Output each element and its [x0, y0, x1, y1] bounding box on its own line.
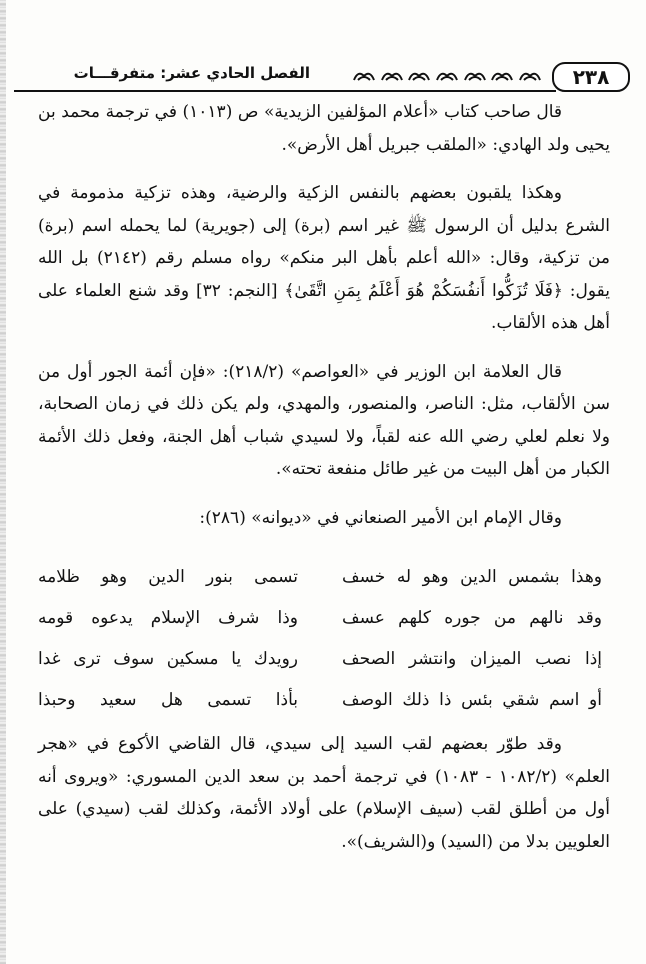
poem-first-hemistich: أو اسم شقي بئس ذا ذلك الوصف — [342, 689, 602, 710]
page-number: ٢٣٨ — [572, 65, 610, 89]
paragraph: وقد طوّر بعضهم لقب السيد إلى سيدي، قال القاضي الأكوع في «هجر العلم» (١٠٨٢/٢ - ١٠٨٣) في ترجمة أحمد بن سعد الدين المسوري: «ويروى أنه أول من أطلق لقب (سيف الإسلام) على أولاد الأئمة، وكذلك لقب (سيدي) على العلويين بدلا من (السيد) و(الشريف)». — [38, 734, 610, 852]
poem-first-hemistich: إذا نصب الميزان وانتشر الصحف — [342, 648, 602, 669]
ornament-motif-icon — [380, 68, 404, 84]
header-rule — [14, 90, 556, 92]
poem-second-hemistich: تسمى بنور الدين وهو ظلامه — [38, 566, 298, 587]
paragraph: قال صاحب كتاب «أعلام المؤلفين الزيدية» ص (١٠١٣) في ترجمة محمد بن يحيى ولد الهادي: «الملقب جبريل أهل الأرض». — [38, 102, 610, 155]
ornament-motif-icon — [518, 68, 542, 84]
poem-second-hemistich: وذا شرف الإسلام يدعوه قومه — [38, 607, 298, 628]
poem-introduction: وقال الإمام ابن الأمير الصنعاني في «ديوانه» (٢٨٦): — [199, 507, 562, 528]
ornament-motif-icon — [435, 68, 459, 84]
chapter-title: الفصل الحادي عشر: متفرقـــات — [73, 64, 310, 82]
page-number-badge — [552, 62, 630, 92]
main-text — [38, 96, 610, 534]
poem-first-hemistich: وهذا بشمس الدين وهو له خسف — [342, 566, 602, 587]
poem-verse — [38, 638, 602, 679]
paragraph: قال العلامة ابن الوزير في «العواصم» (٢١٨/٢): «فإن أئمة الجور أول من سن الألقاب، مثل: الناصر، والمنصور، والمهدي، ولم يكن ذلك في زمان الصحابة، ولا نعلم لعلي رضي الله عنه لقباً، ولا لسيدي شباب أهل الجنة، وفعل ذلك الأئمة الكبار من أهل البيت من غير طائل منفعة تحته». — [38, 361, 610, 479]
ornament-motif-icon — [490, 68, 514, 84]
ornament-motif-icon — [463, 68, 487, 84]
ornament-motif-icon — [407, 68, 431, 84]
page-binding-edge — [0, 0, 6, 964]
running-header — [14, 62, 634, 92]
poem-first-hemistich: وقد نالهم من جوره كلهم عسف — [342, 607, 602, 628]
poem — [38, 556, 602, 720]
poem-second-hemistich: رويدك يا مسكين سوف ترى غدا — [38, 648, 298, 669]
poem-verse — [38, 597, 602, 638]
paragraph: وهكذا يلقبون بعضهم بالنفس الزكية والرضية، وهذه تزكية مذمومة في الشرع بدليل أن الرسول ﷺ غير اسم (برة) إلى (جويرية) لما يحمله اسم (برة) من تزكية، وقال: «الله أعلم بأهل البر منكم» رواه مسلم رقم (٢١٤٢) بل الله يقول: ﴿فَلَا تُزَكُّوا أَنفُسَكُمْ هُوَ أَعْلَمُ بِمَنِ اتَّقَىٰ﴾ [النجم: ٣٢] وقد شنع العلماء على أهل هذه الألقاب. — [38, 183, 610, 333]
header-ornament — [352, 66, 542, 86]
poem-verse — [38, 556, 602, 597]
poem-second-hemistich: بأذا تسمى هل سعيد وحبذا — [38, 689, 298, 710]
poem-verse — [38, 679, 602, 720]
closing-text — [38, 728, 610, 858]
ornament-motif-icon — [352, 68, 376, 84]
